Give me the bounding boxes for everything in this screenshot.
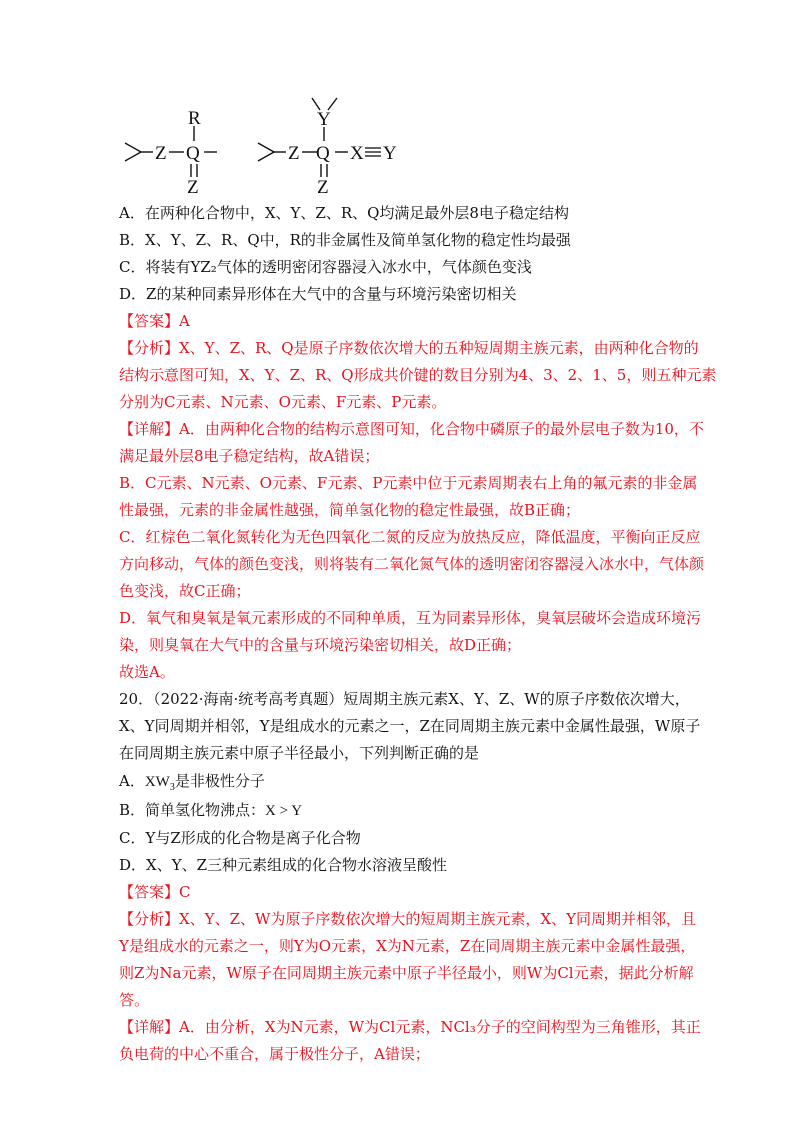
q19-analysis-2: 结构示意图可知，X、Y、Z、R、Q形成共价键的数目分别为4、3、2、1、5，则五种元素 — [119, 366, 717, 384]
right-X: X — [350, 143, 364, 164]
triple-bond — [365, 148, 381, 156]
q19-answer: 【答案】A — [119, 312, 190, 330]
q20-option-b — [119, 800, 302, 821]
right-Q: Q — [316, 143, 330, 164]
q19-detail-a-2: 满足最外层8电子稳定结构，故A错误； — [119, 447, 380, 465]
q19-detail-a-1: 【详解】A．由两种化合物的结构示意图可知，化合物中磷原子的最外层电子数为10，不 — [119, 420, 704, 438]
right-Y: Y — [383, 143, 397, 164]
q20-detail-2: 负电荷的中心不重合，属于极性分子，A错误； — [119, 1045, 430, 1063]
q19-analysis-1: 【分析】X、Y、Z、R、Q是原子序数依次增大的五种短周期主族元素，由两种化合物的 — [119, 339, 699, 357]
q20-option-d: D．X、Y、Z三种元素组成的化合物水溶液呈酸性 — [119, 856, 448, 874]
q19-detail-c-2: 方向移动，气体的颜色变浅，则将装有二氧化氮气体的透明密闭容器浸入冰水中，气体颜 — [119, 555, 705, 573]
q20-answer: 【答案】C — [119, 883, 191, 901]
formula-subscript: 3 — [169, 782, 175, 793]
q20-option-a-formula — [144, 774, 175, 793]
q19-detail-c-1: C．红棕色二氧化氮转化为无色四氧化二氮的反应为放热反应，降低温度，平衡向正反应 — [119, 528, 701, 546]
right-Y-top: Y — [317, 109, 331, 130]
q20-stem-2: X、Y同周期并相邻，Y是组成水的元素之一，Z在同周期主族元素中金属性最强，W原子 — [119, 717, 701, 735]
right-Z-bottom: Z — [317, 177, 329, 198]
formula-main: XW — [144, 774, 170, 790]
q19-conclusion: 故选A。 — [119, 663, 175, 681]
q20-analysis-3: 则Z为Na元素，W原子在同周期主族元素中原子半径最小，则W为Cl元素，据此分析解 — [119, 964, 694, 982]
structure-diagram — [0, 0, 800, 200]
left-Z: Z — [155, 143, 167, 164]
right-structure — [258, 98, 348, 177]
q20-analysis-1: 【分析】X、Y、Z、W为原子序数依次增大的短周期主族元素，X、Y同周期并相邻，且 — [119, 910, 697, 928]
q19-detail-c-3: 色变浅，故C正确； — [119, 582, 251, 600]
q20-option-a-prefix: A． — [119, 772, 145, 790]
q20-option-b-formula: X > Y — [265, 803, 303, 819]
q19-option-d: D．Z的某种同素异形体在大气中的含量与环境污染密切相关 — [119, 285, 517, 303]
left-Z-bottom: Z — [187, 177, 199, 198]
q19-detail-d-2: 染，则臭氧在大气中的含量与环境污染密切相关，故D正确； — [119, 636, 522, 654]
q19-option-b: B．X、Y、Z、R、Q中，R的非金属性及简单氢化物的稳定性均最强 — [119, 231, 571, 249]
left-R: R — [188, 108, 201, 129]
q20-option-a-suffix: 是非极性分子 — [174, 772, 265, 790]
q20-analysis-4: 答。 — [119, 991, 150, 1009]
left-Q: Q — [186, 143, 200, 164]
q19-option-c: C．将装有YZ₂气体的透明密闭容器浸入冰水中，气体颜色变浅 — [119, 258, 532, 276]
q20-stem-1: 20．（2022·海南·统考高考真题）短周期主族元素X、Y、Z、W的原子序数依次增大， — [119, 690, 690, 708]
q19-detail-d-1: D．氧气和臭氧是氧元素形成的不同种单质，互为同素异形体，臭氧层破坏会造成环境污 — [119, 609, 702, 627]
q19-option-a: A．在两种化合物中，X、Y、Z、R、Q均满足最外层8电子稳定结构 — [119, 204, 569, 222]
left-structure — [125, 126, 217, 177]
q20-option-a — [119, 771, 265, 798]
q20-option-b-prefix: B．简单氢化物沸点： — [119, 801, 266, 819]
q19-detail-b-2: 性最强，元素的非金属性越强，简单氢化物的稳定性最强，故B正确； — [119, 501, 581, 519]
q20-stem-3: 在同周期主族元素中原子半径最小，下列判断正确的是 — [119, 744, 480, 762]
q19-analysis-3: 分别为C元素、N元素、O元素、F元素、P元素。 — [119, 393, 447, 411]
q20-option-c: C．Y与Z形成的化合物是离子化合物 — [119, 829, 361, 847]
q20-detail-1: 【详解】A．由分析，X为N元素，W为Cl元素，NCl₃分子的空间构型为三角锥形，其正 — [119, 1018, 701, 1036]
q20-analysis-2: Y是组成水的元素之一，则Y为O元素，X为N元素，Z在同周期主族元素中金属性最强， — [119, 937, 696, 955]
q19-detail-b-1: B．C元素、N元素、O元素、F元素、P元素中位于元素周期表右上角的氟元素的非金属 — [119, 474, 698, 492]
right-Z: Z — [288, 143, 300, 164]
